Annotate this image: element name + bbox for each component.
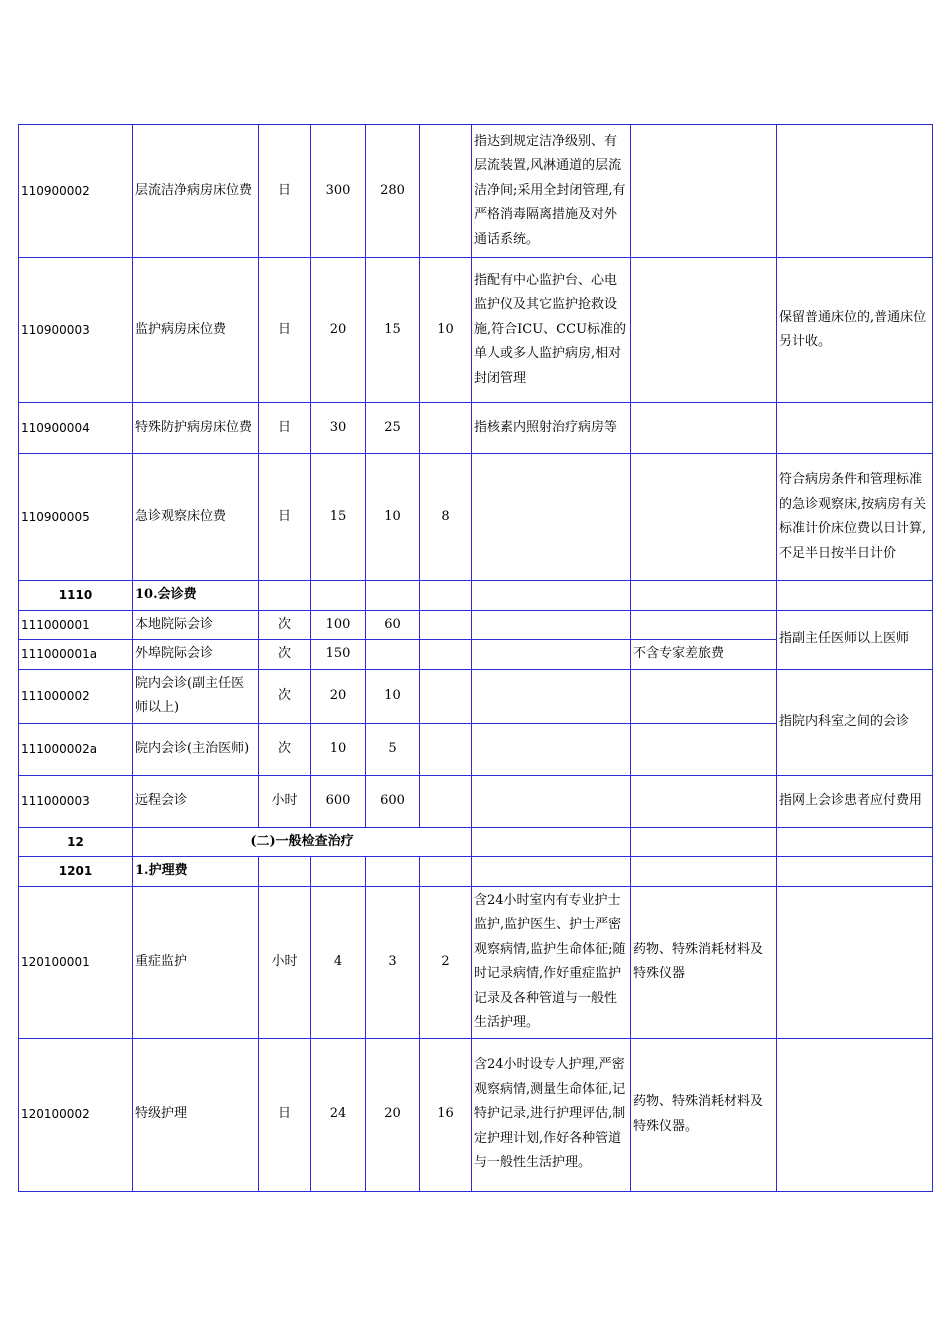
price-level-3 — [420, 669, 472, 723]
price-level-3 — [420, 610, 472, 640]
price-level-1: 24 — [311, 1038, 366, 1191]
price-level-1: 4 — [311, 886, 366, 1038]
item-unit: 小时 — [259, 775, 311, 827]
price-level-1: 30 — [311, 403, 366, 454]
item-content — [472, 669, 631, 723]
table-row — [19, 886, 933, 1038]
price-level-1: 600 — [311, 775, 366, 827]
item-exclusions: 药物、特殊消耗材料及特殊仪器。 — [631, 1038, 777, 1191]
table-row — [19, 454, 933, 581]
item-name: 急诊观察床位费 — [133, 454, 259, 581]
item-note — [777, 886, 933, 1038]
item-unit: 日 — [259, 258, 311, 403]
item-content: 指达到规定洁净级别、有层流装置,风淋通道的层流洁净间;采用全封闭管理,有严格消毒隔离措施及对外通话系统。 — [472, 125, 631, 258]
item-note: 符合病房条件和管理标准的急诊观察床,按病房有关标准计价床位费以日计算,不足半日按半日计价 — [777, 454, 933, 581]
price-level-2: 15 — [366, 258, 420, 403]
item-note — [777, 403, 933, 454]
price-level-2: 10 — [366, 669, 420, 723]
price-level-3 — [420, 775, 472, 827]
item-code: 110900005 — [19, 454, 133, 581]
price-level-2: 25 — [366, 403, 420, 454]
price-level-3: 10 — [420, 258, 472, 403]
table-row — [19, 669, 933, 723]
item-name: 远程会诊 — [133, 775, 259, 827]
item-name: 层流洁净病房床位费 — [133, 125, 259, 258]
item-unit: 日 — [259, 125, 311, 258]
item-exclusions — [631, 669, 777, 723]
section-code: 1110 — [19, 581, 133, 611]
price-level-1: 15 — [311, 454, 366, 581]
item-unit: 日 — [259, 403, 311, 454]
table-row — [19, 1038, 933, 1191]
item-unit: 次 — [259, 669, 311, 723]
price-level-3 — [420, 403, 472, 454]
section-row — [19, 581, 933, 611]
item-name: 院内会诊(副主任医师以上) — [133, 669, 259, 723]
item-note: 指副主任医师以上医师 — [777, 610, 933, 669]
item-name: 重症监护 — [133, 886, 259, 1038]
price-level-1: 10 — [311, 723, 366, 775]
table-row — [19, 258, 933, 403]
section-row — [19, 857, 933, 887]
item-unit: 小时 — [259, 886, 311, 1038]
item-exclusions: 药物、特殊消耗材料及特殊仪器 — [631, 886, 777, 1038]
price-level-1: 300 — [311, 125, 366, 258]
item-content: 含24小时设专人护理,严密观察病情,测量生命体征,记特护记录,进行护理评估,制定护理计划,作好各种管道与一般性生活护理。 — [472, 1038, 631, 1191]
item-content — [472, 454, 631, 581]
price-level-2: 60 — [366, 610, 420, 640]
item-code: 110900003 — [19, 258, 133, 403]
item-name: 外埠院际会诊 — [133, 640, 259, 670]
item-content — [472, 640, 631, 670]
price-level-3: 8 — [420, 454, 472, 581]
item-code: 111000003 — [19, 775, 133, 827]
item-unit: 次 — [259, 723, 311, 775]
price-level-1: 20 — [311, 669, 366, 723]
price-level-1: 20 — [311, 258, 366, 403]
price-level-1: 150 — [311, 640, 366, 670]
section-title: 1.护理费 — [133, 857, 259, 887]
section-row — [19, 827, 933, 857]
item-code: 111000002 — [19, 669, 133, 723]
item-exclusions — [631, 454, 777, 581]
item-content — [472, 610, 631, 640]
item-exclusions: 不含专家差旅费 — [631, 640, 777, 670]
item-name: 特殊防护病房床位费 — [133, 403, 259, 454]
item-content: 指核素内照射治疗病房等 — [472, 403, 631, 454]
table-row — [19, 125, 933, 258]
price-level-3: 2 — [420, 886, 472, 1038]
item-unit: 日 — [259, 454, 311, 581]
section-code: 12 — [19, 827, 133, 857]
item-code: 120100001 — [19, 886, 133, 1038]
item-code: 111000001a — [19, 640, 133, 670]
item-content — [472, 723, 631, 775]
item-code: 111000002a — [19, 723, 133, 775]
price-level-2: 20 — [366, 1038, 420, 1191]
item-exclusions — [631, 723, 777, 775]
item-note: 指网上会诊患者应付费用 — [777, 775, 933, 827]
price-level-2: 5 — [366, 723, 420, 775]
price-level-2: 280 — [366, 125, 420, 258]
item-unit: 次 — [259, 640, 311, 670]
item-note: 指院内科室之间的会诊 — [777, 669, 933, 775]
price-level-3 — [420, 640, 472, 670]
item-note — [777, 125, 933, 258]
item-name: 特级护理 — [133, 1038, 259, 1191]
item-note: 保留普通床位的,普通床位另计收。 — [777, 258, 933, 403]
table-row — [19, 775, 933, 827]
item-content — [472, 775, 631, 827]
price-level-2: 10 — [366, 454, 420, 581]
item-name: 本地院际会诊 — [133, 610, 259, 640]
price-level-2: 3 — [366, 886, 420, 1038]
price-level-2: 600 — [366, 775, 420, 827]
item-code: 111000001 — [19, 610, 133, 640]
section-title: 10.会诊费 — [133, 581, 259, 611]
item-content: 指配有中心监护台、心电监护仪及其它监护抢救设施,符合ICU、CCU标准的单人或多人监护病房,相对封闭管理 — [472, 258, 631, 403]
table-row — [19, 610, 933, 640]
section-code: 1201 — [19, 857, 133, 887]
item-name: 监护病房床位费 — [133, 258, 259, 403]
item-exclusions — [631, 610, 777, 640]
price-level-2 — [366, 640, 420, 670]
item-unit: 次 — [259, 610, 311, 640]
price-level-3: 16 — [420, 1038, 472, 1191]
fee-table — [18, 124, 933, 1192]
price-level-3 — [420, 125, 472, 258]
price-level-1: 100 — [311, 610, 366, 640]
item-unit: 日 — [259, 1038, 311, 1191]
item-code: 110900002 — [19, 125, 133, 258]
item-content: 含24小时室内有专业护士监护,监护医生、护士严密观察病情,监护生命体征;随时记录病情,作好重症监护记录及各种管道与一般性生活护理。 — [472, 886, 631, 1038]
item-exclusions — [631, 403, 777, 454]
item-exclusions — [631, 258, 777, 403]
item-note — [777, 1038, 933, 1191]
table-row — [19, 403, 933, 454]
section-title: (二)一般检查治疗 — [133, 827, 472, 857]
price-level-3 — [420, 723, 472, 775]
item-code: 110900004 — [19, 403, 133, 454]
item-exclusions — [631, 125, 777, 258]
item-exclusions — [631, 775, 777, 827]
item-name: 院内会诊(主治医师) — [133, 723, 259, 775]
item-code: 120100002 — [19, 1038, 133, 1191]
